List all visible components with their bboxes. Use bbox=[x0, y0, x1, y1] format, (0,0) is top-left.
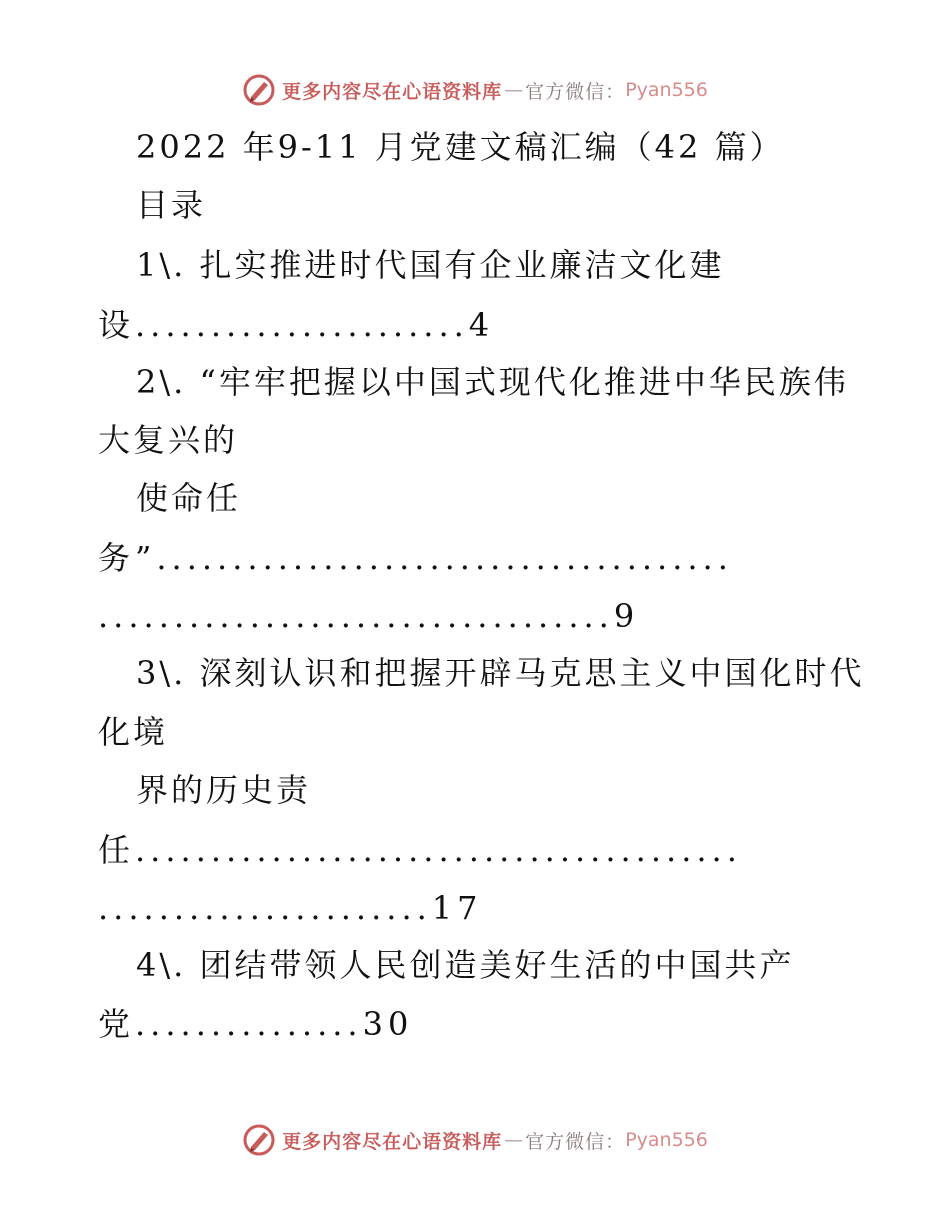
watermark-separator: — bbox=[504, 79, 524, 101]
watermark-banner-top bbox=[0, 70, 950, 110]
toc-heading: 目录 bbox=[136, 186, 207, 224]
watermark-wechat-id: Pyan556 bbox=[625, 1129, 708, 1151]
pen-circle-logo-icon bbox=[242, 73, 276, 107]
watermark-official-label: 官方微信： bbox=[525, 1130, 626, 1153]
toc-entry-3-line-1: 3\. 深刻认识和把握开辟马克思主义中国化时代 bbox=[136, 654, 865, 692]
toc-entry-2-line-5: ..................................9 bbox=[98, 597, 640, 635]
watermark-brand: 更多内容尽在心语资料库 bbox=[282, 80, 503, 103]
toc-entry-3-line-5: ......................17 bbox=[98, 889, 483, 927]
document-title: 2022 年9-11 月党建文稿汇编（42 篇） bbox=[136, 128, 785, 166]
watermark-official-label: 官方微信： bbox=[525, 80, 626, 103]
toc-entry-1-line-1: 1\. 扎实推进时代国有企业廉洁文化建 bbox=[136, 246, 725, 284]
toc-entry-2-line-1: 2\. “牢牢把握以中国式现代化推进中华民族伟 bbox=[136, 363, 849, 401]
toc-entry-3-line-3: 界的历史责 bbox=[136, 771, 312, 809]
watermark-separator: — bbox=[504, 1129, 524, 1151]
watermark-brand: 更多内容尽在心语资料库 bbox=[282, 1130, 503, 1153]
toc-entry-3-line-4: 任........................................ bbox=[98, 831, 742, 869]
toc-entry-4-line-2: 党...............30 bbox=[98, 1005, 414, 1043]
watermark-banner-bottom bbox=[0, 1120, 950, 1160]
toc-entry-2-line-3: 使命任 bbox=[136, 479, 242, 517]
watermark-wechat-id: Pyan556 bbox=[625, 79, 708, 101]
toc-entry-2-line-4: 务”...................................... bbox=[98, 539, 733, 577]
pen-circle-logo-icon bbox=[242, 1123, 276, 1157]
toc-entry-1-line-2: 设......................4 bbox=[98, 306, 495, 344]
toc-entry-4-line-1: 4\. 团结带领人民创造美好生活的中国共产 bbox=[136, 946, 795, 984]
toc-entry-2-line-2: 大复兴的 bbox=[98, 421, 239, 459]
toc-entry-3-line-2: 化境 bbox=[98, 713, 169, 751]
